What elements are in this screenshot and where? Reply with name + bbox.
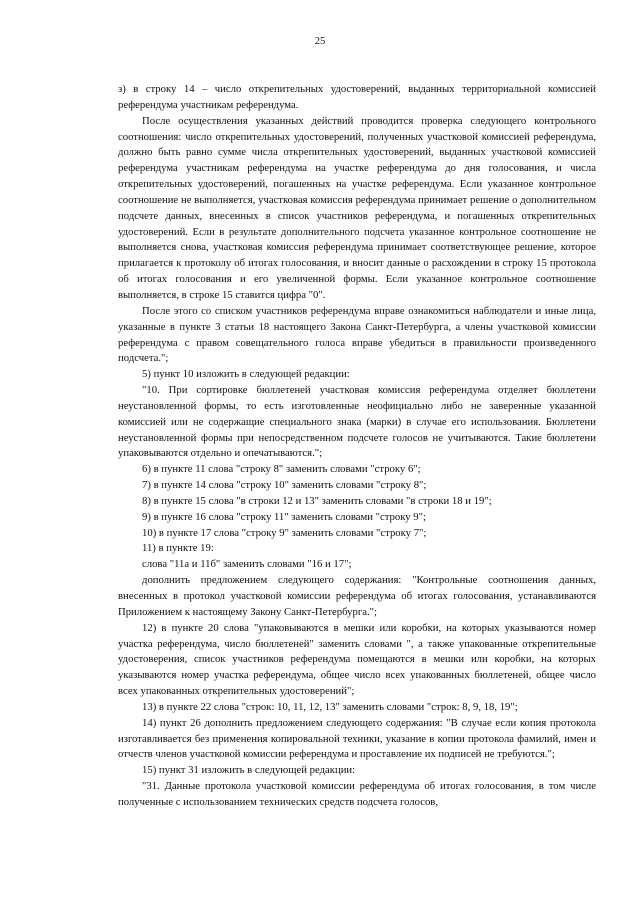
paragraph-observers: После этого со списком участников референдума вправе ознакомиться наблюдатели и иные лица, указанные в пункте 3 статьи 18 настоящего Закона Санкт-Петербурга, а члены участковой комиссии референдума с правом совещательного голоса вправе убедиться в правильности произведенного подсчета."; xyxy=(118,304,596,365)
paragraph-item-9: 9) в пункте 16 слова "строку 11" заменить словами "строку 9"; xyxy=(142,510,426,523)
paragraph-item-8: 8) в пункте 15 слова "в строки 12 и 13" заменить словами "в строки 18 и 19"; xyxy=(142,494,492,507)
paragraph-item-13: 13) в пункте 22 слова "строк: 10, 11, 12, 13" заменить словами "строк: 8, 9, 18, 19"; xyxy=(142,700,518,713)
paragraph-point-31: "31. Данные протокола участковой комиссии референдума об итогах голосования, в том числе полученные с использованием технических средств подсчета голосов, xyxy=(118,780,596,808)
paragraph-item-10: 10) в пункте 17 слова "строку 9" заменить словами "строку 7"; xyxy=(142,526,427,539)
paragraph-item-12: 12) в пункте 20 слова "упаковываются в мешки или коробки, на которых указываются номер участка референдума, число бюллетеней" заменить словами ", а также упакованные открепительные удостоверения, список участников референдума помещаются в мешки или коробки, на которых указываются номер участка референдума, общее число всех упакованных бюллетеней, общее число всех упакованных открепительных удостоверений"; xyxy=(118,621,596,698)
paragraph-item-5: 5) пункт 10 изложить в следующей редакции: xyxy=(142,368,350,381)
paragraph-item-7: 7) в пункте 14 слова "строку 10" заменить словами "строку 8"; xyxy=(142,479,427,492)
paragraph-item-11-words: слова "11а и 11б" заменить словами "16 и 17"; xyxy=(142,558,352,571)
document-body xyxy=(118,82,596,811)
paragraph-item-15: 15) пункт 31 изложить в следующей редакции: xyxy=(142,764,356,777)
paragraph-item-11-addition: дополнить предложением следующего содержания: "Контрольные соотношения данных, внесенных в протокол участковой комиссии референдума об итогах голосования, устанавливаются Приложением к настоящему Закону Санкт-Петербурга."; xyxy=(118,574,596,618)
paragraph-3z: з) в строку 14 – число открепительных удостоверений, выданных территориальной комиссией референдума участникам референдума. xyxy=(118,83,596,111)
paragraph-item-6: 6) в пункте 11 слова "строку 8" заменить словами "строку 6"; xyxy=(142,463,421,476)
paragraph-item-11: 11) в пункте 19: xyxy=(142,542,214,555)
page-number: 25 xyxy=(314,36,326,47)
paragraph-point-10: "10. При сортировке бюллетеней участковая комиссия референдума отделяет бюллетени неустановленной формы, то есть изготовленные неофициально либо не заверенные указанной комиссией или не содержащие специального знака (марки) в случае его использования. Бюллетени неустановленной формы при непосредственном подсчете голосов не учитываются. Такие бюллетени упаковываются отдельно и опечатываются."; xyxy=(118,384,596,460)
paragraph-control-check: После осуществления указанных действий проводится проверка следующего контрольного соотношения: число открепительных удостоверений, полученных участковой комиссией референдума, должно быть равно сумме числа открепительных удостоверений, выданных участковой комиссией референдума участникам референдума на участке референдума до дня голосования, и числа открепительных удостоверений, погашенных на участке референдума. Если указанное контрольное соотношение не выполняется, участковая комиссия референдума принимает решение о дополнительном подсчете данных, внесенных в список участников референдума, и погашенных открепительных удостоверений. Если в результате дополнительного подсчета указанное контрольное соотношение не выполняется снова, участковая комиссия референдума принимает соответствующее решение, которое прилагается к протоколу об итогах голосования, и вносит данные о расхождении в строку 15 протокола об итогах голосования и его увеличенной формы. Если указанное контрольное соотношение выполняется, в строке 15 ставится цифра "0". xyxy=(118,114,596,301)
paragraph-item-14: 14) пункт 26 дополнить предложением следующего содержания: "В случае если копия протокола изготавливается без применения копировальной техники, указание в копии протокола фамилий, имен и отчеств членов участковой комиссии референдума и проставление их подписей не требуются."; xyxy=(118,716,596,761)
